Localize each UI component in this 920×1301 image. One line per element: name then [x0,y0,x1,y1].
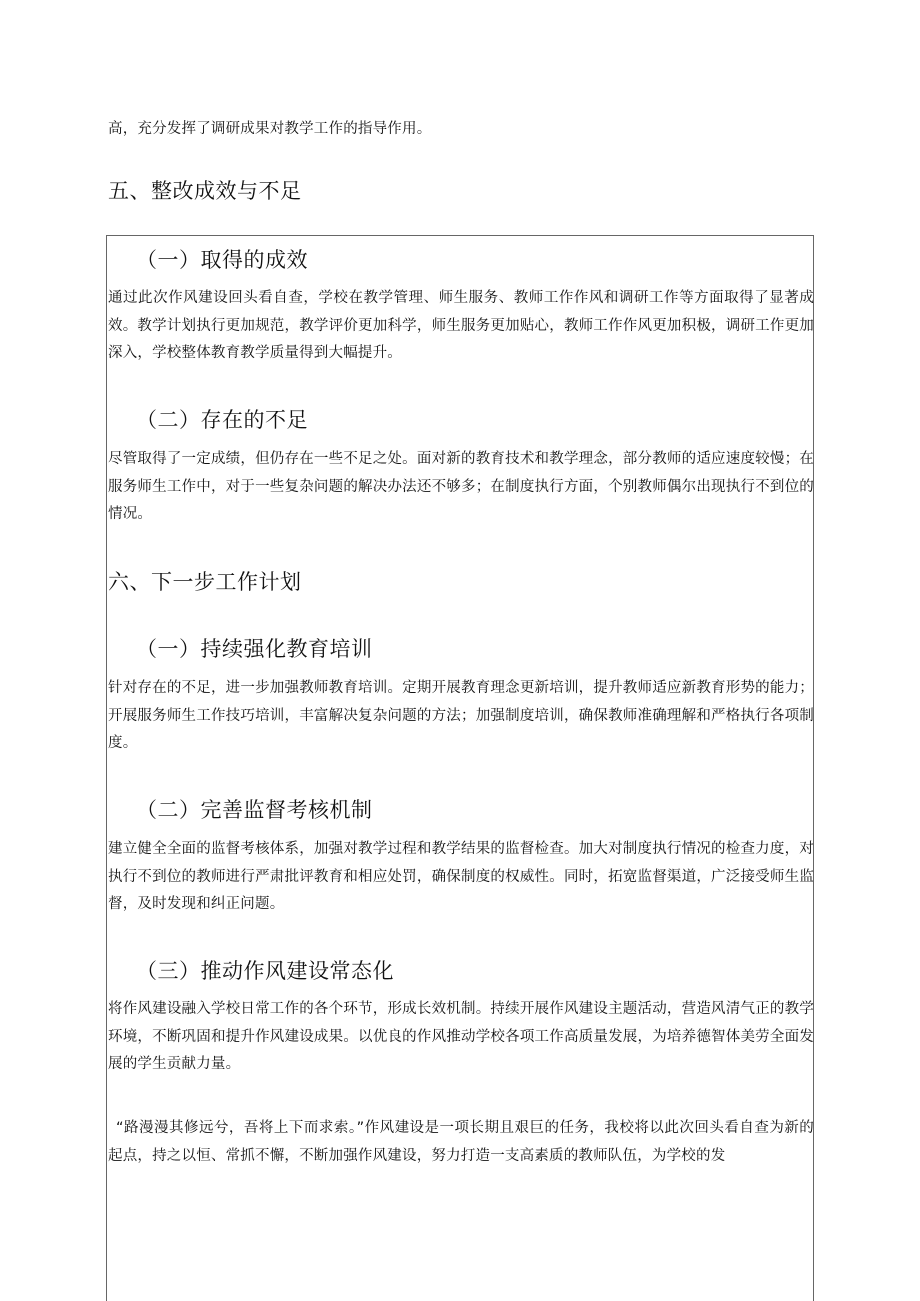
closing-paragraph: “路漫漫其修远兮，吾将上下而求索。”作风建设是一项长期且艰巨的任务，我校将以此次回头看自查为新的起点，持之以恒、常抓不懈，不断加强作风建设，努力打造一支高素质的教师队伍，为学校的发 [108,1120,814,1164]
section-6-sub2-title: （二）完善监督考核机制 [136,798,373,822]
section-6-sub3-text: 将作风建设融入学校日常工作的各个环节，形成长效机制。持续开展作风建设主题活动，营造风清气正的教学环境，不断巩固和提升作风建设成果。以优良的作风推动学校各项工作高质量发展，为培养德智体美劳全面发展的学生贡献力量。 [108,1001,814,1072]
section-5-sub2-text: 尽管取得了一定成绩，但仍存在一些不足之处。面对新的教育技术和教学理念，部分教师的适应速度较慢；在服务师生工作中，对于一些复杂问题的解决办法还不够多；在制度执行方面，个别教师偶尔出现执行不到位的情况。 [108,451,814,522]
section-5-sub2-title: （二）存在的不足 [136,408,308,432]
section-6-sub2-text: 建立健全全面的监督考核体系，加强对教学过程和教学结果的监督检查。加大对制度执行情况的检查力度，对执行不到位的教师进行严肃批评教育和相应处罚，确保制度的权威性。同时，拓宽监督渠道，广泛接受师生监督，及时发现和纠正问题。 [108,841,814,912]
section-6-sub3-title: （三）推动作风建设常态化 [136,959,394,983]
section-6-title: 六、下一步工作计划 [108,570,302,594]
intro-fragment: 高，充分发挥了调研成果对教学工作的指导作用。 [108,121,432,137]
section-5-sub1-text: 通过此次作风建设回头看自查，学校在教学管理、师生服务、教师工作作风和调研工作等方面取得了显著成效。教学计划执行更加规范，教学评价更加科学，师生服务更加贴心，教师工作作风更加积极，调研工作更加深入，学校整体教育教学质量得到大幅提升。 [108,290,814,361]
section-6-sub1-title: （一）持续强化教育培训 [136,637,373,661]
section-5-title: 五、整改成效与不足 [108,179,302,203]
section-5-sub1-title: （一）取得的成效 [136,248,308,272]
section-6-sub1-text: 针对存在的不足，进一步加强教师教育培训。定期开展教育理念更新培训，提升教师适应新教育形势的能力；开展服务师生工作技巧培训，丰富解决复杂问题的方法；加强制度培训，确保教师准确理解和严格执行各项制度。 [108,680,814,751]
